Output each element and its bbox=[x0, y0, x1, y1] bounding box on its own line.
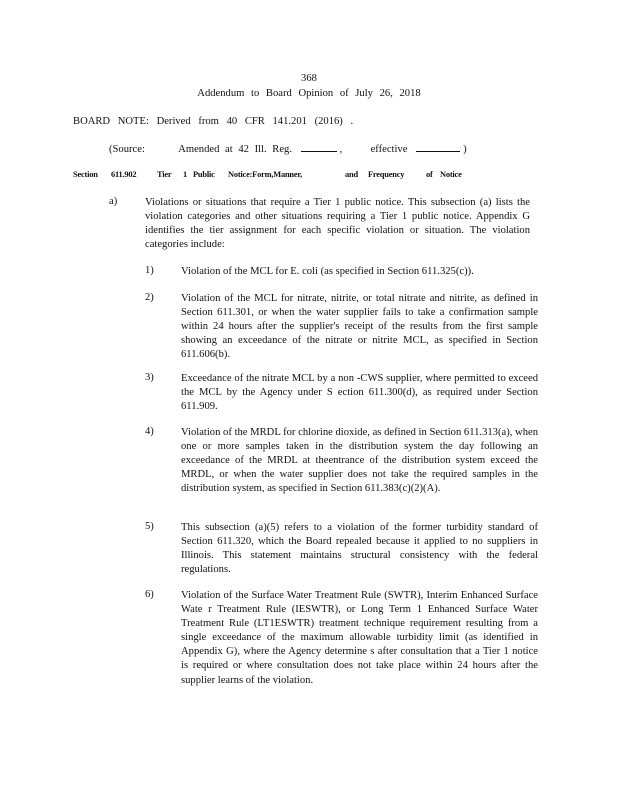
item-1-marker: 1) bbox=[145, 265, 154, 276]
item-5-marker: 5) bbox=[145, 521, 154, 532]
item-6-marker: 6) bbox=[145, 589, 154, 600]
source-close: ) bbox=[463, 144, 467, 155]
item-5-text: This subsection (a)(5) refers to a violation of the former turbidity standard of Section 611.320, which the Board repealed because it applied to no suppliers in Illinois. This statement maintains structural consistency with the federal regulations. bbox=[181, 522, 538, 576]
source-amended: Amended at 42 Ill. Reg. bbox=[178, 144, 292, 155]
addendum-title: Addendum to Board Opinion of July 26, 2018 bbox=[197, 88, 421, 99]
source-prefix: (Source: bbox=[109, 144, 145, 155]
heading-one: 1 bbox=[183, 170, 187, 179]
heading-of: of bbox=[426, 170, 433, 179]
effective-blank bbox=[416, 142, 460, 152]
item-2-text: Violation of the MCL for nitrate, nitrite, or total nitrate and nitrite, as defined in Section 611.301, or when the water supplier fails to take a confirmation sample within 24 hours after the supplier's receipt of the results from the first sample showing an exceedance of the nitrate or nitrite MCL, as specified in Section 611.606(b). bbox=[181, 293, 538, 361]
heading-notice: Notice bbox=[440, 170, 462, 179]
item-6-text: Violation of the Surface Water Treatment Rule (SWTR), Interim Enhanced Surface Wate r Treatment Rule (IESWTR), or Long Term 1 Enhanced Surface Water Treatment Rule (LT1ESWTR) treatment technique requirement resulting from a single exceedance of the maximum allowable turbidity limit (as identified in Appendix G), where the Agency determine s after consultation that a Tier 1 notice is required or where consultation does not take place within 24 hours after the supplier learns of the violation. bbox=[181, 590, 538, 686]
page-number: 368 bbox=[301, 73, 317, 84]
source-comma: , bbox=[339, 144, 343, 155]
heading-frequency: Frequency bbox=[368, 170, 405, 179]
heading-tier: Tier bbox=[157, 170, 172, 179]
item-4-marker: 4) bbox=[145, 426, 154, 437]
heading-number: 611.902 bbox=[111, 170, 137, 179]
item-3-text: Exceedance of the nitrate MCL by a non -CWS supplier, where permitted to exceed the MCL by the Agency under S ection 611.300(d), as required under Section 611.909. bbox=[181, 373, 538, 413]
item-4-text: Violation of the MRDL for chlorine dioxide, as defined in Section 611.313(a), when one or more samples taken in the distribution system the day following an exceedance of the MRDL at theentrance of the distribution system exceed the MRDL, or when the water supplier does not take the required samples in the distribution system, as specified in Section 611.383(c)(2)(A). bbox=[181, 427, 538, 495]
item-3-marker: 3) bbox=[145, 372, 154, 383]
heading-section: Section bbox=[73, 170, 98, 179]
subsection-a-marker: a) bbox=[109, 196, 118, 207]
heading-notice-form: Notice:Form,Manner, bbox=[228, 170, 303, 179]
item-1-text: Violation of the MCL for E. coli (as specified in Section 611.325(c)). bbox=[181, 266, 474, 277]
source-note bbox=[109, 142, 467, 155]
heading-public: Public bbox=[193, 170, 215, 179]
subsection-a-text: Violations or situations that require a Tier 1 public notice. This subsection (a) lists the violation categories and other situations requiring a Tier 1 public notice. Appendix G identifies the tier assignment for each specific violation or situation. The violation categories include: bbox=[145, 197, 530, 250]
heading-and: and bbox=[345, 170, 358, 179]
register-blank bbox=[301, 142, 337, 152]
item-2-marker: 2) bbox=[145, 292, 154, 303]
board-note: BOARD NOTE: Derived from 40 CFR 141.201 (2016) . bbox=[73, 116, 354, 127]
source-effective: effective bbox=[370, 144, 408, 155]
